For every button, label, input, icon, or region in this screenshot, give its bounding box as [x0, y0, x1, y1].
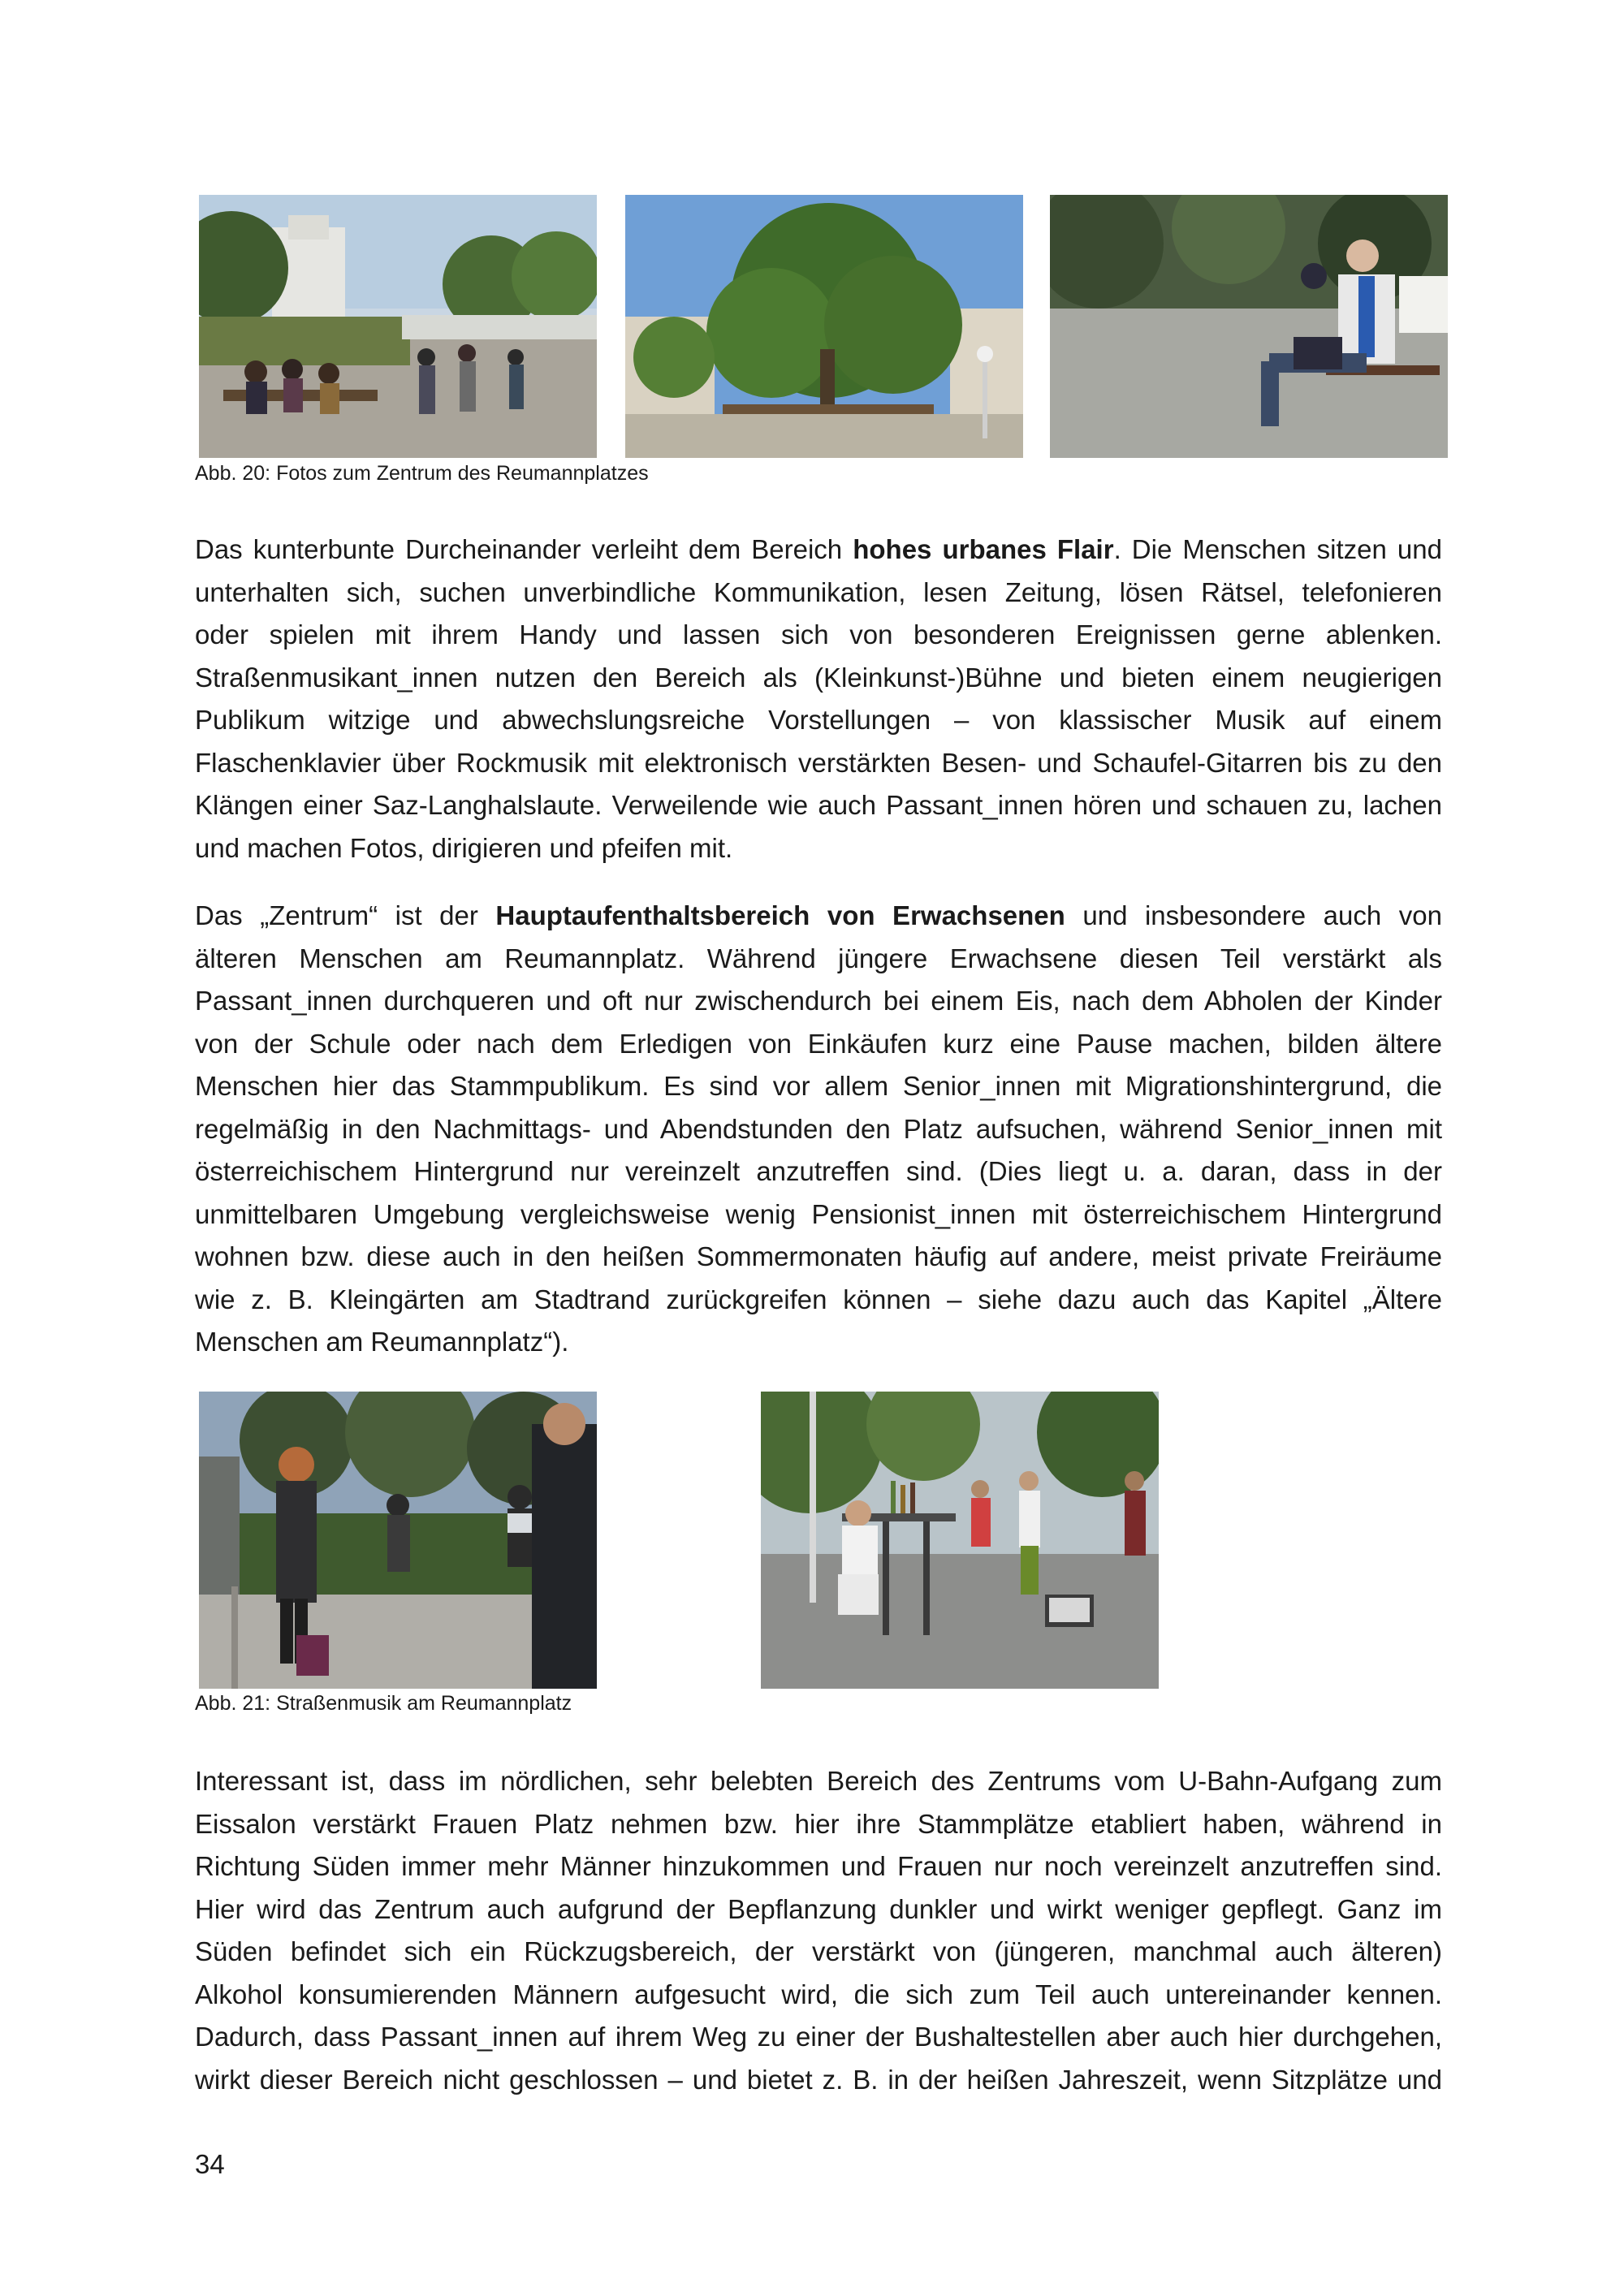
paragraph-2-line: österreichischem Hintergrund nur vereinzelt anzutreffen sind. (Dies liegt u. a. daran, dass in der — [195, 1156, 1442, 1186]
paragraph-2 — [195, 895, 1442, 1364]
paragraph-3-line: Alkohol konsumierenden Männern aufgesucht wird, die sich zum Teil auch untereinander kennen. — [195, 1979, 1442, 2009]
paragraph-2-line: Passant_innen durchqueren und oft nur zwischendurch bei einem Eis, nach dem Abholen der Kinder — [195, 986, 1442, 1016]
paragraph-1-line: Straßenmusikant_innen nutzen den Bereich als (Kleinkunst-)Bühne und bieten einem neugierigen — [195, 662, 1442, 693]
paragraph-1 — [195, 529, 1442, 870]
paragraph-3-line: Interessant ist, dass im nördlichen, sehr belebten Bereich des Zentrums vom U-Bahn-Aufgang zum — [195, 1766, 1442, 1796]
paragraph-3 — [195, 1760, 1442, 2101]
paragraph-2-line: wohnen bzw. diese auch in den heißen Sommermonaten häufig auf andere, meist private Freiräume — [195, 1241, 1442, 1271]
paragraph-1-line: und machen Fotos, dirigieren und pfeifen mit. — [195, 832, 733, 863]
paragraph-2-line: unmittelbaren Umgebung vergleichsweise wenig Pensionist_innen mit österreichischem Hintergrund — [195, 1198, 1442, 1229]
paragraph-3-line: Dadurch, dass Passant_innen auf ihrem Weg zu einer der Bushaltestellen aber auch hier durchgehen, — [195, 2022, 1442, 2052]
paragraph-2-line: von der Schule oder nach dem Erledigen von Einkäufen kurz eine Pause machen, bilden ältere — [195, 1028, 1442, 1059]
paragraph-3-line: Eissalon verstärkt Frauen Platz nehmen bzw. hier ihre Stammplätze etabliert haben, während in — [195, 1808, 1442, 1839]
paragraph-2-line: älteren Menschen am Reumannplatz. Während jüngere Erwachsene diesen Teil verstärkt als — [195, 943, 1442, 973]
page-number: 34 — [195, 2149, 225, 2179]
paragraph-3-line: Richtung Süden immer mehr Männer hinzukommen und Frauen nur noch vereinzelt anzutreffen sind. — [195, 1851, 1442, 1881]
paragraph-2-line: Menschen hier das Stammpublikum. Es sind vor allem Senior_innen mit Migrationshintergrund, die — [195, 1071, 1442, 1101]
paragraph-1-line: unterhalten sich, suchen unverbindliche Kommunikation, lesen Zeitung, lösen Rätsel, telefonieren — [195, 576, 1442, 607]
photo-tree-and-park — [625, 195, 1023, 458]
paragraph-2-line: Das „Zentrum“ ist der Hauptaufenthaltsbereich von Erwachsenen und insbesondere auch von — [195, 900, 1442, 930]
paragraph-2-line: wie z. B. Kleingärten am Stadtrand zurückgreifen können – siehe dazu auch das Kapitel „Ältere — [195, 1284, 1442, 1314]
paragraph-1-line: Klängen einer Saz-Langhalslaute. Verweilende wie auch Passant_innen hören und schauen zu, lachen — [195, 790, 1442, 820]
paragraph-1-line: Flaschenklavier über Rockmusik mit elektronisch verstärkten Besen- und Schaufel-Gitarren bis zu den — [195, 747, 1442, 778]
paragraph-1-line: Das kunterbunte Durcheinander verleiht dem Bereich hohes urbanes Flair. Die Menschen sitzen und — [195, 534, 1442, 564]
photo-man-on-bench — [1050, 195, 1448, 458]
paragraph-2-line: Menschen am Reumannplatz“). — [195, 1327, 569, 1357]
photo-bottle-piano-musician — [761, 1392, 1159, 1689]
photo-street-musicians-garden — [199, 1392, 597, 1689]
paragraph-3-line: wirkt dieser Bereich nicht geschlossen – und bietet z. B. in der heißen Jahreszeit, wenn Sitzplätze und — [195, 2064, 1442, 2095]
figure-20-caption: Abb. 20: Fotos zum Zentrum des Reumannplatzes — [195, 462, 649, 485]
paragraph-1-line: Publikum witzige und abwechslungsreiche Vorstellungen – von klassischer Musik auf einem — [195, 705, 1442, 735]
photo-square-with-benches — [199, 195, 597, 458]
paragraph-2-line: regelmäßig in den Nachmittags- und Abendstunden den Platz aufsuchen, während Senior_innen mit — [195, 1113, 1442, 1144]
figure-21-caption: Abb. 21: Straßenmusik am Reumannplatz — [195, 1692, 572, 1715]
paragraph-3-line: Hier wird das Zentrum auch aufgrund der Bepflanzung dunkler und wirkt weniger gepflegt. Ganz im — [195, 1893, 1442, 1924]
paragraph-1-line: oder spielen mit ihrem Handy und lassen sich von besonderen Ereignissen gerne ablenken. — [195, 619, 1442, 650]
paragraph-3-line: Süden befindet sich ein Rückzugsbereich, der verstärkt von (jüngeren, manchmal auch älteren) — [195, 1936, 1442, 1966]
